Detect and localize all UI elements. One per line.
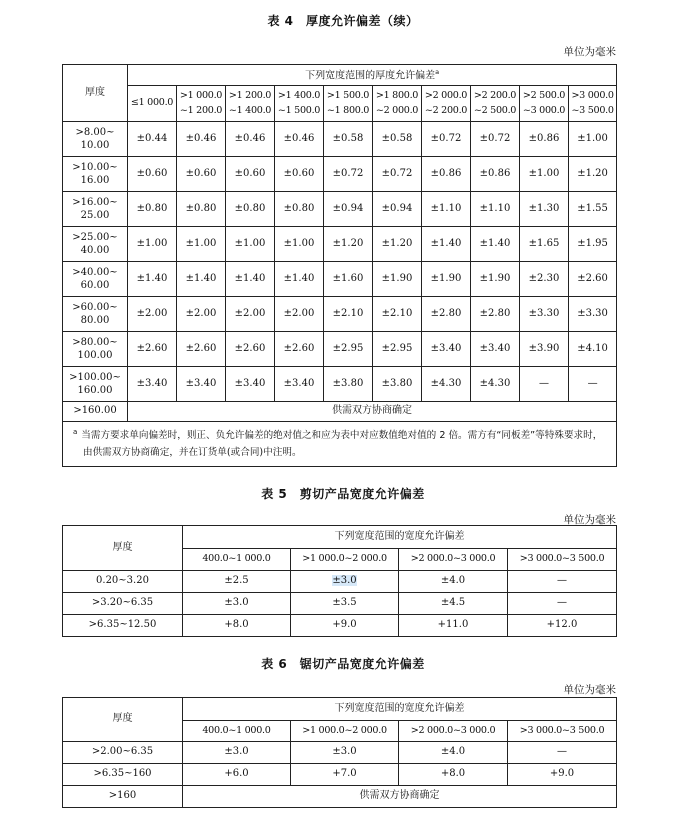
table4-negotiated-cell: 供需双方协商确定	[128, 402, 617, 422]
cell-value: ±2.5	[224, 575, 249, 587]
table4-cell: ±3.30	[520, 297, 569, 332]
table4-cell: ±2.00	[275, 297, 324, 332]
cell-value: ±4.0	[440, 746, 466, 758]
table4-row-label	[63, 192, 128, 227]
table4-cell: ±0.58	[373, 122, 422, 157]
table4-cell: ±1.20	[324, 227, 373, 262]
table4-cell: ±1.90	[471, 262, 520, 297]
table6-title: 表 6 锯切产品宽度允许偏差	[261, 657, 425, 671]
column-header-line1: >2 500.0	[522, 90, 566, 102]
table4-cell: —	[520, 367, 569, 402]
column-header-line1: >2 000.0	[424, 90, 468, 102]
column-header-line2: ~2 500.0	[473, 104, 517, 116]
table4-cell: ±0.86	[471, 157, 520, 192]
table4-cell: ±0.72	[324, 157, 373, 192]
table4-row-label	[63, 297, 128, 332]
table4-row-label	[63, 227, 128, 262]
table4-row	[63, 122, 617, 157]
table6-cell	[399, 764, 508, 786]
row-label-line1: >25.00~	[72, 231, 118, 243]
cell-value: ±4.5	[440, 597, 466, 609]
cell-value: ±3.0	[332, 746, 357, 758]
cell-value: +7.0	[332, 768, 357, 780]
column-header-line2: ~1 500.0	[277, 104, 321, 116]
table5-row	[63, 593, 617, 615]
table6-cell	[399, 742, 508, 764]
table4-cell: ±1.40	[177, 262, 226, 297]
table4-cell: ±0.94	[373, 192, 422, 227]
table4-cell: ±3.40	[128, 367, 177, 402]
column-header-line1: >2 200.0	[473, 90, 517, 102]
table4-cell: ±0.44	[128, 122, 177, 157]
table4-cell: ±1.00	[226, 227, 275, 262]
table5-cell	[291, 571, 399, 593]
table6-cell	[508, 742, 617, 764]
table6-column-header: >2 000.0~3 000.0	[399, 721, 508, 742]
table6-corner-header: 厚度	[63, 698, 183, 742]
table6-group-header: 下列宽度范围的宽度允许偏差	[183, 698, 617, 721]
table4-cell: ±2.00	[177, 297, 226, 332]
row-label-line2: 100.00	[77, 350, 113, 361]
table6-row-label: >2.00~6.35	[63, 742, 183, 764]
table4-column-header	[128, 86, 177, 122]
table4-title: 表 4 厚度允许偏差（续）	[267, 14, 419, 28]
table4-cell: ±2.60	[226, 332, 275, 367]
table4-cell: ±0.86	[422, 157, 471, 192]
table4-cell: ±0.80	[226, 192, 275, 227]
row-label-line2: 25.00	[80, 210, 110, 221]
cell-value: ±4.0	[440, 575, 466, 587]
table6-row	[63, 786, 617, 808]
table4-cell: ±0.60	[275, 157, 324, 192]
table4-cell: ±1.40	[128, 262, 177, 297]
table4-cell: ±1.20	[373, 227, 422, 262]
table6-cell	[508, 764, 617, 786]
row-label-line1: >80.00~	[72, 336, 118, 348]
table4-cell: ±2.00	[128, 297, 177, 332]
table4-cell: ±1.95	[569, 227, 617, 262]
cell-value: +12.0	[546, 619, 578, 631]
table4-column-header	[275, 86, 324, 122]
cell-value: —	[557, 746, 567, 758]
table4-cell: ±2.10	[373, 297, 422, 332]
table6	[62, 697, 617, 808]
table4-cell: ±4.10	[569, 332, 617, 367]
table4-row-label: >160.00	[63, 402, 128, 422]
table5-cell	[183, 571, 291, 593]
table4-cell: ±2.10	[324, 297, 373, 332]
table4-row	[63, 297, 617, 332]
table5-cell	[183, 615, 291, 637]
cell-value: +9.0	[332, 619, 357, 631]
table4-row	[63, 402, 617, 422]
table4-column-header	[471, 86, 520, 122]
column-header-line2: ~2 200.0	[424, 104, 468, 116]
cell-value: +8.0	[224, 619, 249, 631]
table5-cell	[399, 593, 508, 615]
table4-row-label	[63, 332, 128, 367]
column-header-line2: ~1 400.0	[228, 104, 272, 116]
table4-cell: ±2.80	[422, 297, 471, 332]
table4-row	[63, 192, 617, 227]
column-header-line2: ~1 800.0	[326, 104, 370, 116]
cell-value: +8.0	[440, 768, 466, 780]
table4-column-header	[373, 86, 422, 122]
column-header-line1: >1 800.0	[375, 90, 419, 102]
table4-cell: ±1.40	[275, 262, 324, 297]
cell-value: ±3.0	[332, 575, 357, 587]
column-header-line1: ≤1 000.0	[130, 97, 174, 109]
table5-group-header: 下列宽度范围的宽度允许偏差	[183, 526, 617, 549]
table4-cell: ±0.72	[471, 122, 520, 157]
table5-cell	[399, 571, 508, 593]
table5-cell	[508, 593, 617, 615]
column-header-line1: >1 500.0	[326, 90, 370, 102]
table4-row	[63, 262, 617, 297]
footnote-text: 当需方要求单向偏差时，则正、负允许偏差的绝对值之和应为表中对应数值绝对值的 2 倍。需方有“同板差”等特殊要求时，由供需双方协商确定，并在订货单(或合同)中注明。	[81, 430, 603, 458]
column-header-line1: >3 000.0	[571, 90, 614, 102]
row-label-line1: >8.00~	[75, 126, 115, 138]
table4-corner-header: 厚度	[63, 65, 128, 122]
table4-cell: ±0.72	[422, 122, 471, 157]
table5-cell	[291, 615, 399, 637]
table4-cell: ±1.90	[373, 262, 422, 297]
row-label-line1: >16.00~	[72, 196, 118, 208]
table4-cell: ±3.40	[275, 367, 324, 402]
table4-cell: ±2.60	[128, 332, 177, 367]
row-label-line2: 40.00	[80, 245, 110, 256]
table6-column-header: >1 000.0~2 000.0	[291, 721, 399, 742]
cell-value: ±3.0	[224, 746, 249, 758]
cell-value: ±3.0	[224, 597, 249, 609]
table4	[62, 64, 617, 467]
footnote-mark: a	[73, 428, 78, 436]
cell-value: +9.0	[549, 768, 575, 780]
row-label-line1: >60.00~	[72, 301, 118, 313]
table4-cell: ±2.95	[324, 332, 373, 367]
table4-row	[63, 332, 617, 367]
table6-cell	[291, 764, 399, 786]
table4-row	[63, 227, 617, 262]
column-header-line1: >1 000.0	[179, 90, 223, 102]
table5-row	[63, 615, 617, 637]
table4-cell: ±1.40	[471, 227, 520, 262]
table4-row-label	[63, 262, 128, 297]
table4-cell: ±0.60	[177, 157, 226, 192]
table4-cell: ±3.40	[471, 332, 520, 367]
cell-value: ±3.5	[332, 597, 357, 609]
table5-cell	[183, 593, 291, 615]
table4-row-label	[63, 157, 128, 192]
column-header-line2: ~3 000.0	[522, 104, 566, 116]
table4-row-label	[63, 122, 128, 157]
cell-value: —	[557, 597, 567, 609]
table5-cell	[291, 593, 399, 615]
table4-cell: ±0.94	[324, 192, 373, 227]
column-header-line1: >1 400.0	[277, 90, 321, 102]
table5-column-header: >2 000.0~3 000.0	[399, 549, 508, 571]
table4-cell: ±1.20	[569, 157, 617, 192]
table4-cell: ±0.80	[128, 192, 177, 227]
table6-negotiated-cell: 供需双方协商确定	[183, 786, 617, 808]
table4-cell: ±1.30	[520, 192, 569, 227]
table4-cell: ±1.90	[422, 262, 471, 297]
table6-column-header: >3 000.0~3 500.0	[508, 721, 617, 742]
table4-cell: ±1.00	[275, 227, 324, 262]
table4-cell: ±3.30	[569, 297, 617, 332]
cell-value: —	[557, 575, 567, 587]
table4-column-header	[520, 86, 569, 122]
table4-row-label	[63, 367, 128, 402]
table4-cell: ±1.10	[422, 192, 471, 227]
table4-column-header	[422, 86, 471, 122]
table4-cell: ±0.46	[275, 122, 324, 157]
table5-row	[63, 571, 617, 593]
table6-unit: 单位为毫米	[563, 684, 616, 696]
table4-footnote	[63, 422, 617, 467]
row-label-line2: 60.00	[80, 280, 110, 291]
table4-cell: ±3.80	[373, 367, 422, 402]
row-label-line1: >100.00~	[69, 371, 121, 383]
table5-column-header: 400.0~1 000.0	[183, 549, 291, 571]
table4-cell: ±3.40	[422, 332, 471, 367]
table4-cell: ±1.00	[128, 227, 177, 262]
table4-cell: ±1.00	[569, 122, 617, 157]
table6-column-header: 400.0~1 000.0	[183, 721, 291, 742]
table5-unit: 单位为毫米	[563, 514, 616, 526]
row-label-line2: 16.00	[80, 175, 110, 186]
column-header-line2: ~3 500.0	[571, 104, 614, 116]
table4-cell: ±0.80	[177, 192, 226, 227]
table5-row-label: >3.20~6.35	[63, 593, 183, 615]
table5-column-header: >1 000.0~2 000.0	[291, 549, 399, 571]
table4-column-header	[324, 86, 373, 122]
column-header-line2: ~1 200.0	[179, 104, 223, 116]
table4-cell: ±2.00	[226, 297, 275, 332]
table5-cell	[399, 615, 508, 637]
table4-cell: ±1.65	[520, 227, 569, 262]
table5-title: 表 5 剪切产品宽度允许偏差	[261, 487, 425, 501]
row-label-line2: 80.00	[80, 315, 110, 326]
table5-corner-header: 厚度	[63, 526, 183, 571]
table6-row	[63, 764, 617, 786]
table4-cell: ±1.40	[422, 227, 471, 262]
table4-cell: ±3.40	[177, 367, 226, 402]
table4-row	[63, 157, 617, 192]
table5-column-header: >3 000.0~3 500.0	[508, 549, 617, 571]
table4-cell: —	[569, 367, 617, 402]
table6-row-label: >6.35~160	[63, 764, 183, 786]
table4-cell: ±2.60	[569, 262, 617, 297]
table6-cell	[291, 742, 399, 764]
cell-value: +6.0	[224, 768, 249, 780]
row-label-line1: >10.00~	[72, 161, 118, 173]
table6-cell	[183, 764, 291, 786]
table4-cell: ±0.46	[177, 122, 226, 157]
table6-row-label: >160	[63, 786, 183, 808]
table4-cell: ±0.58	[324, 122, 373, 157]
table4-cell: ±0.46	[226, 122, 275, 157]
table4-cell: ±1.00	[520, 157, 569, 192]
cell-value: +11.0	[437, 619, 469, 631]
table5	[62, 525, 617, 637]
table4-column-header	[226, 86, 275, 122]
table4-cell: ±1.60	[324, 262, 373, 297]
table4-cell: ±0.60	[226, 157, 275, 192]
table5-cell	[508, 615, 617, 637]
table4-cell: ±2.60	[275, 332, 324, 367]
table4-cell: ±3.90	[520, 332, 569, 367]
table5-row-label: >6.35~12.50	[63, 615, 183, 637]
row-label-line2: 160.00	[77, 385, 113, 396]
table4-cell: ±2.30	[520, 262, 569, 297]
table4-cell: ±4.30	[471, 367, 520, 402]
row-label-line1: >40.00~	[72, 266, 118, 278]
row-label-line2: 10.00	[80, 140, 110, 151]
column-header-line2: ~2 000.0	[375, 104, 419, 116]
table6-cell	[183, 742, 291, 764]
table6-row	[63, 742, 617, 764]
table4-cell: ±0.80	[275, 192, 324, 227]
table4-cell: ±1.55	[569, 192, 617, 227]
table4-column-header	[177, 86, 226, 122]
table4-cell: ±2.60	[177, 332, 226, 367]
column-header-line1: >1 200.0	[228, 90, 272, 102]
table4-cell: ±2.80	[471, 297, 520, 332]
table4-cell: ±3.40	[226, 367, 275, 402]
table4-cell: ±1.40	[226, 262, 275, 297]
table4-cell: ±1.10	[471, 192, 520, 227]
table4-cell: ±1.00	[177, 227, 226, 262]
table4-cell: ±0.86	[520, 122, 569, 157]
table4-group-header: 下列宽度范围的厚度允许偏差$^a$	[128, 65, 617, 86]
table4-unit: 单位为毫米	[563, 46, 616, 58]
table4-row	[63, 367, 617, 402]
table4-cell: ±3.80	[324, 367, 373, 402]
table5-cell	[508, 571, 617, 593]
table4-cell: ±0.60	[128, 157, 177, 192]
table5-row-label: 0.20~3.20	[63, 571, 183, 593]
table4-cell: ±2.95	[373, 332, 422, 367]
table4-column-header	[569, 86, 617, 122]
table4-cell: ±0.72	[373, 157, 422, 192]
table4-cell: ±4.30	[422, 367, 471, 402]
